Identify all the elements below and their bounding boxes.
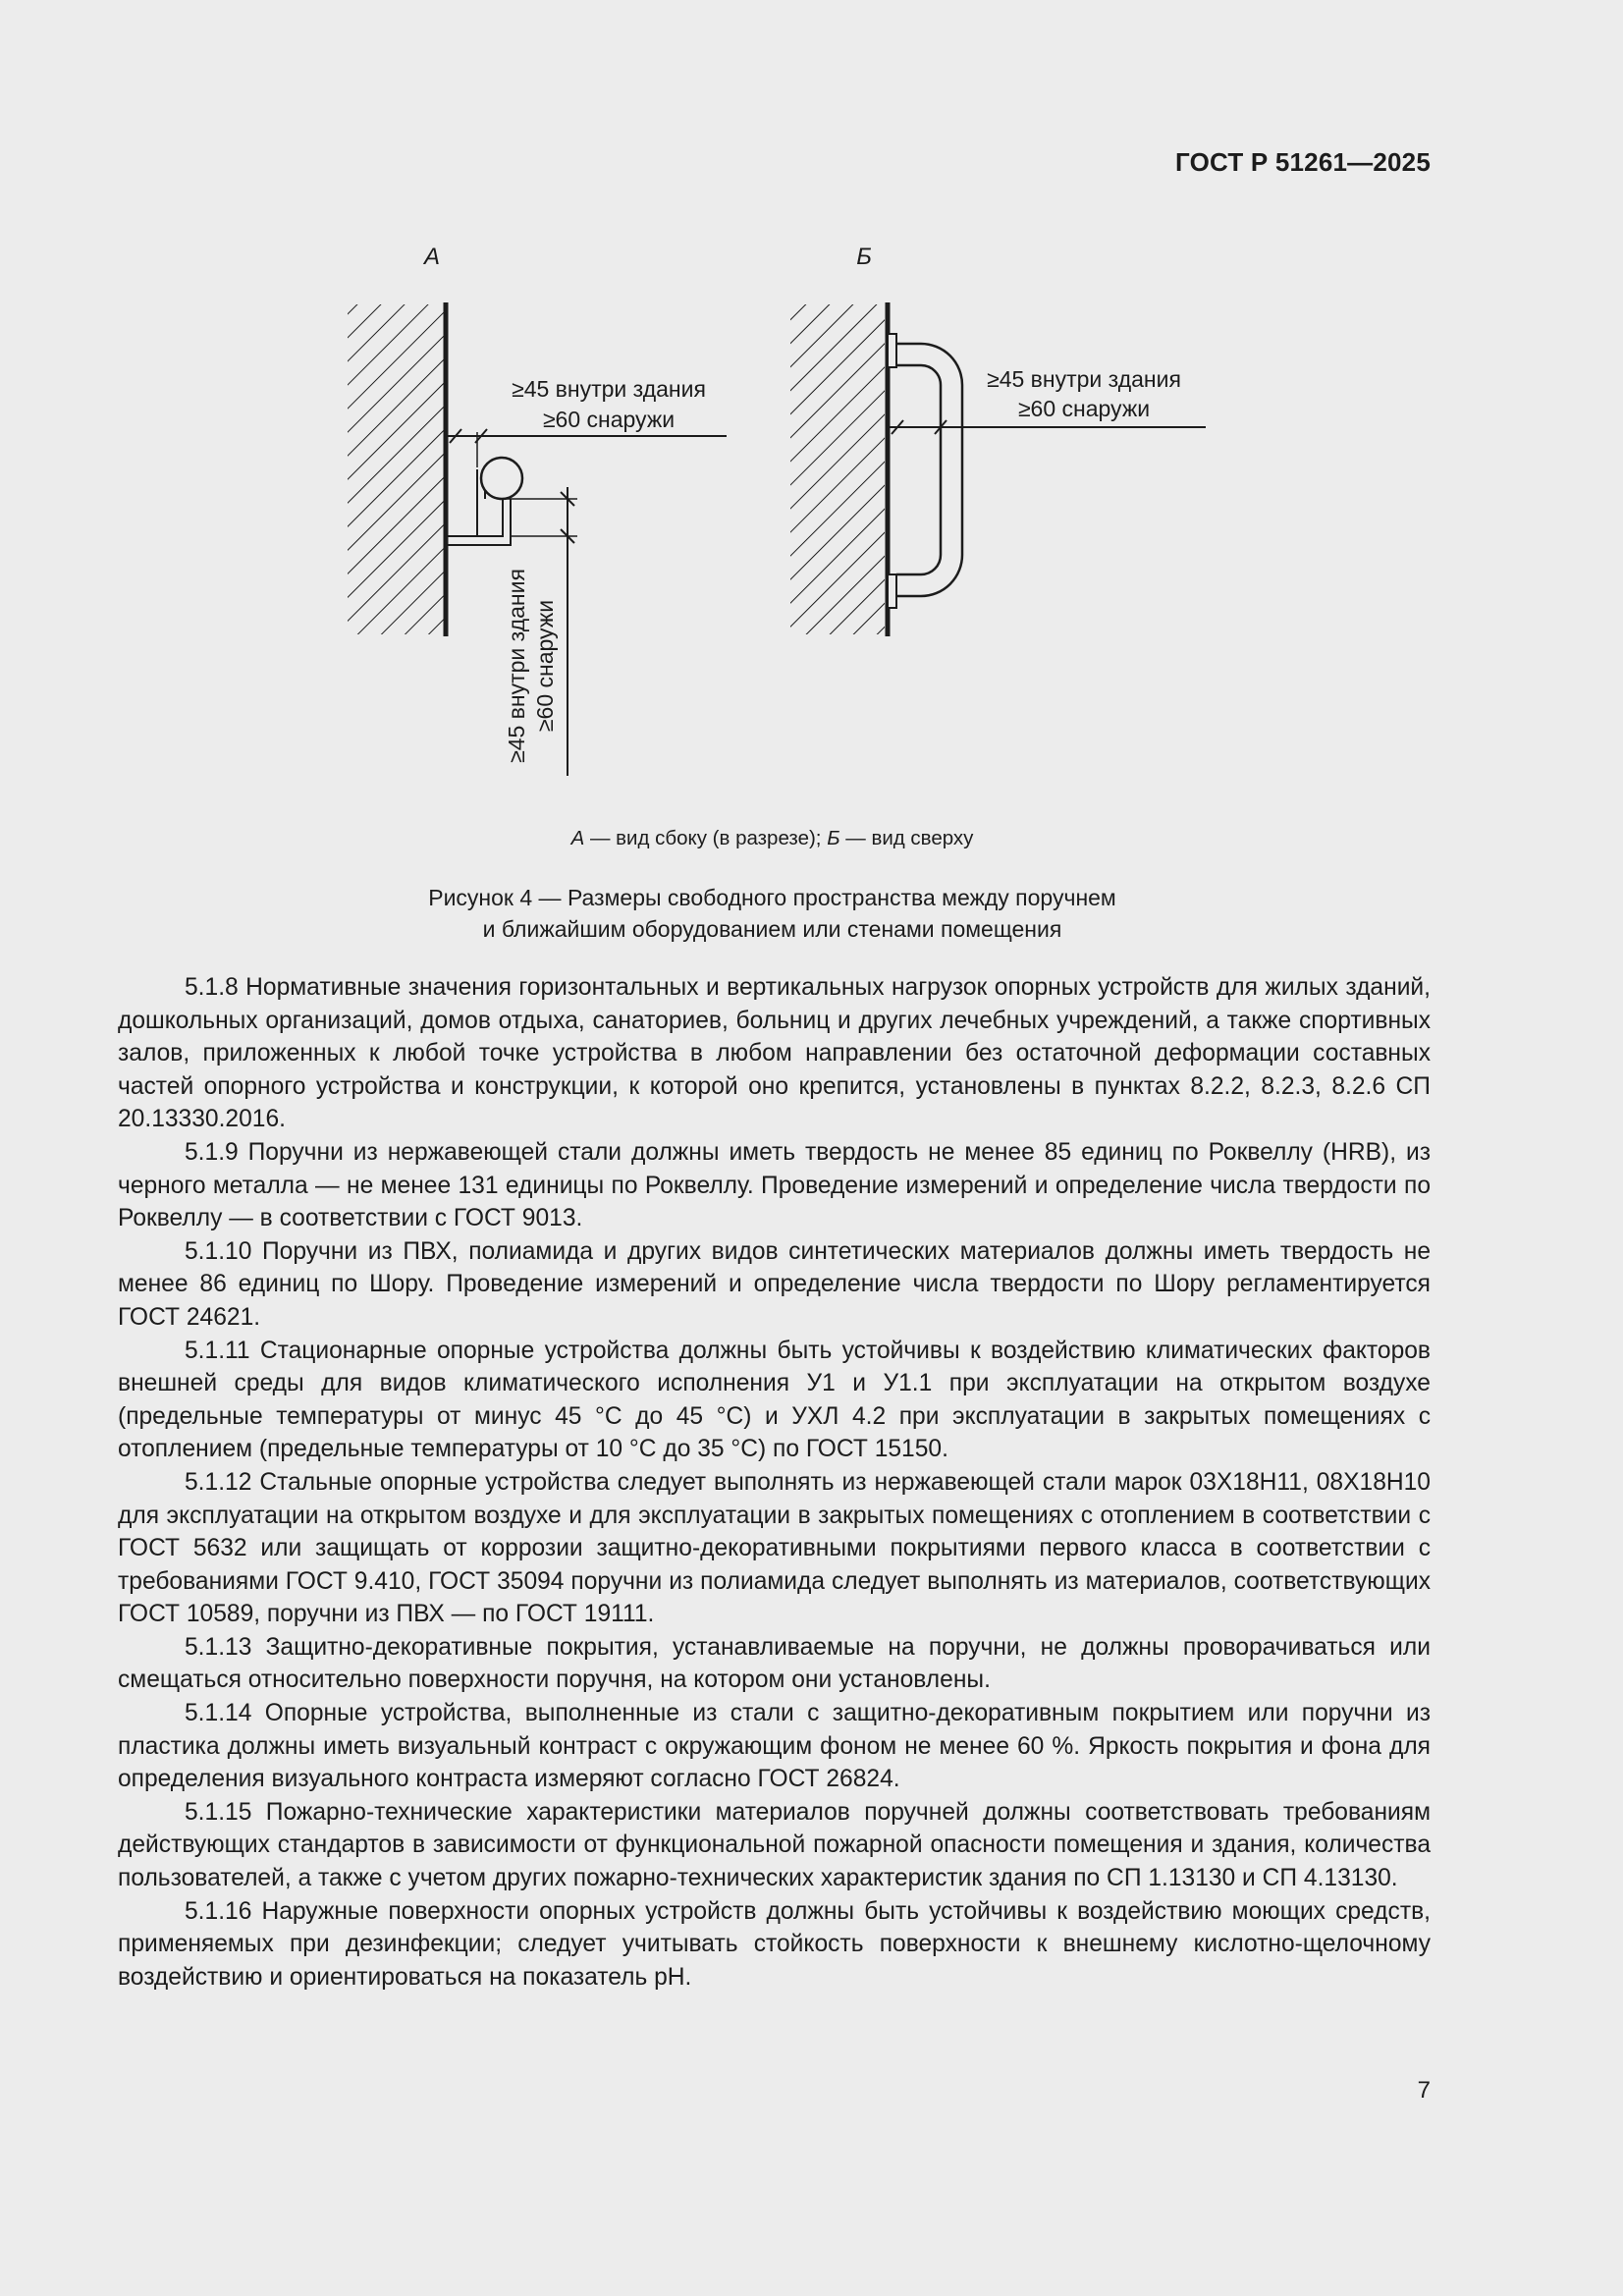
dim-a-horizontal-line2: ≥60 снаружи xyxy=(542,407,676,432)
figure-title-line1: Рисунок 4 — Размеры свободного пространства между поручнем xyxy=(428,885,1116,910)
wall-hatch-b xyxy=(790,304,885,634)
paragraph-5-1-13: 5.1.13 Защитно-декоративные покрытия, устанавливаемые на поручни, не должны проворачиваться или смещаться относительно поверхности поручня, на котором они установлены. xyxy=(118,1633,1431,1694)
wall-hatch-a xyxy=(348,304,444,634)
handrail-section-a xyxy=(481,458,522,499)
figure-title-line2: и ближайшим оборудованием или стенами помещения xyxy=(482,916,1062,942)
dim-a-horizontal-line1: ≥45 внутри здания xyxy=(512,376,706,402)
paragraph-5-1-12: 5.1.12 Стальные опорные устройства следует выполнять из нержавеющей стали марок 03Х18Н11, 08Х18Н10 для эксплуатации на открытом воздухе и для эксплуатации в закрытых помещениях с отоплением в соответствии с ГОСТ 5632 или защищать от коррозии защитно-декоративными покрытиями первого класса в соответствии с требованиями ГОСТ 9.410, ГОСТ 35094 поручни из полиамида следует выполнять из материалов, соответствующих ГОСТ 10589, поручни из ПВХ — по ГОСТ 19111. xyxy=(118,1468,1431,1628)
flange-top-b xyxy=(888,334,896,367)
dim-a-vertical-line2: ≥60 снаружи xyxy=(532,599,558,733)
legend-b-letter: Б xyxy=(827,827,840,849)
body-text xyxy=(118,971,1431,1994)
view-a-label: А xyxy=(423,244,441,270)
legend-a-text: — вид сбоку (в разрезе); xyxy=(584,827,828,849)
legend-b-text: — вид сверху xyxy=(839,827,974,849)
paragraph-5-1-16: 5.1.16 Наружные поверхности опорных устройств должны быть устойчивы к воздействию моющих средств, применяемых при дезинфекции; следует учитывать стойкость поверхности к внешнему кислотно-щелочному воздействию и ориентироваться на показатель pH. xyxy=(118,1897,1431,1991)
legend-a-letter: А xyxy=(570,827,585,849)
paragraph-5-1-9: 5.1.9 Поручни из нержавеющей стали должны иметь твердость не менее 85 единиц по Роквеллу (HRB), из черного металла — не менее 131 единицы по Роквеллу. Проведение измерений и определение числа твердости по Роквеллу — в соответствии с ГОСТ 9013. xyxy=(118,1138,1431,1232)
paragraph-5-1-15: 5.1.15 Пожарно-технические характеристики материалов поручней должны соответствовать требованиям действующих стандартов в зависимости от функциональной пожарной опасности помещения и здания, количества пользователей, а также с учетом других пожарно-технических характеристик здания по СП 1.13130 и СП 4.13130. xyxy=(118,1798,1431,1892)
standard-header: ГОСТ Р 51261—2025 xyxy=(1175,147,1431,177)
handrail-outline-b xyxy=(896,344,962,596)
view-b-label: Б xyxy=(856,244,872,270)
paragraph-5-1-10: 5.1.10 Поручни из ПВХ, полиамида и других видов синтетических материалов должны иметь твердость не менее 86 единиц по Шору. Проведение измерений и определение числа твердости по Шору регламентируется ГОСТ 24621. xyxy=(118,1237,1431,1331)
figure-views-legend xyxy=(0,827,1544,850)
page-number: 7 xyxy=(1417,2077,1431,2104)
paragraph-5-1-11: 5.1.11 Стационарные опорные устройства должны быть устойчивы к воздействию климатических факторов внешней среды для видов климатического исполнения У1 и У1.1 при эксплуатации на открытом воздухе (предельные температуры от минус 45 °С до 45 °С) и УХЛ 4.2 при эксплуатации в закрытых помещениях с отоплением (предельные температуры от 10 °С до 35 °С) по ГОСТ 15150. xyxy=(118,1337,1431,1463)
figure-4-diagram xyxy=(0,0,1623,815)
handrail-bracket-a xyxy=(448,499,503,536)
dim-b-line1: ≥45 внутри здания xyxy=(987,366,1181,392)
paragraph-5-1-8: 5.1.8 Нормативные значения горизонтальных и вертикальных нагрузок опорных устройств для жилых зданий, дошкольных организаций, домов отдыха, санаториев, больниц и других лечебных учреждений, а также спортивных залов, приложенных к любой точке устройства в любом направлении без остаточной деформации составных частей опорного устройства и конструкции, к которой оно крепится, установлены в пунктах 8.2.2, 8.2.3, 8.2.6 СП 20.13330.2016. xyxy=(118,974,1431,1133)
figure-title xyxy=(0,882,1544,945)
paragraph-5-1-14: 5.1.14 Опорные устройства, выполненные из стали с защитно-декоративным покрытием или поручни из пластика должны иметь визуальный контраст с окружающим фоном не менее 60 %. Яркость покрытия и фона для определения визуального контраста измеряют согласно ГОСТ 26824. xyxy=(118,1700,1431,1793)
dim-a-vertical-line1: ≥45 внутри здания xyxy=(504,569,529,763)
dim-b-line2: ≥60 снаружи xyxy=(1017,396,1151,421)
flange-bottom-b xyxy=(888,574,896,608)
